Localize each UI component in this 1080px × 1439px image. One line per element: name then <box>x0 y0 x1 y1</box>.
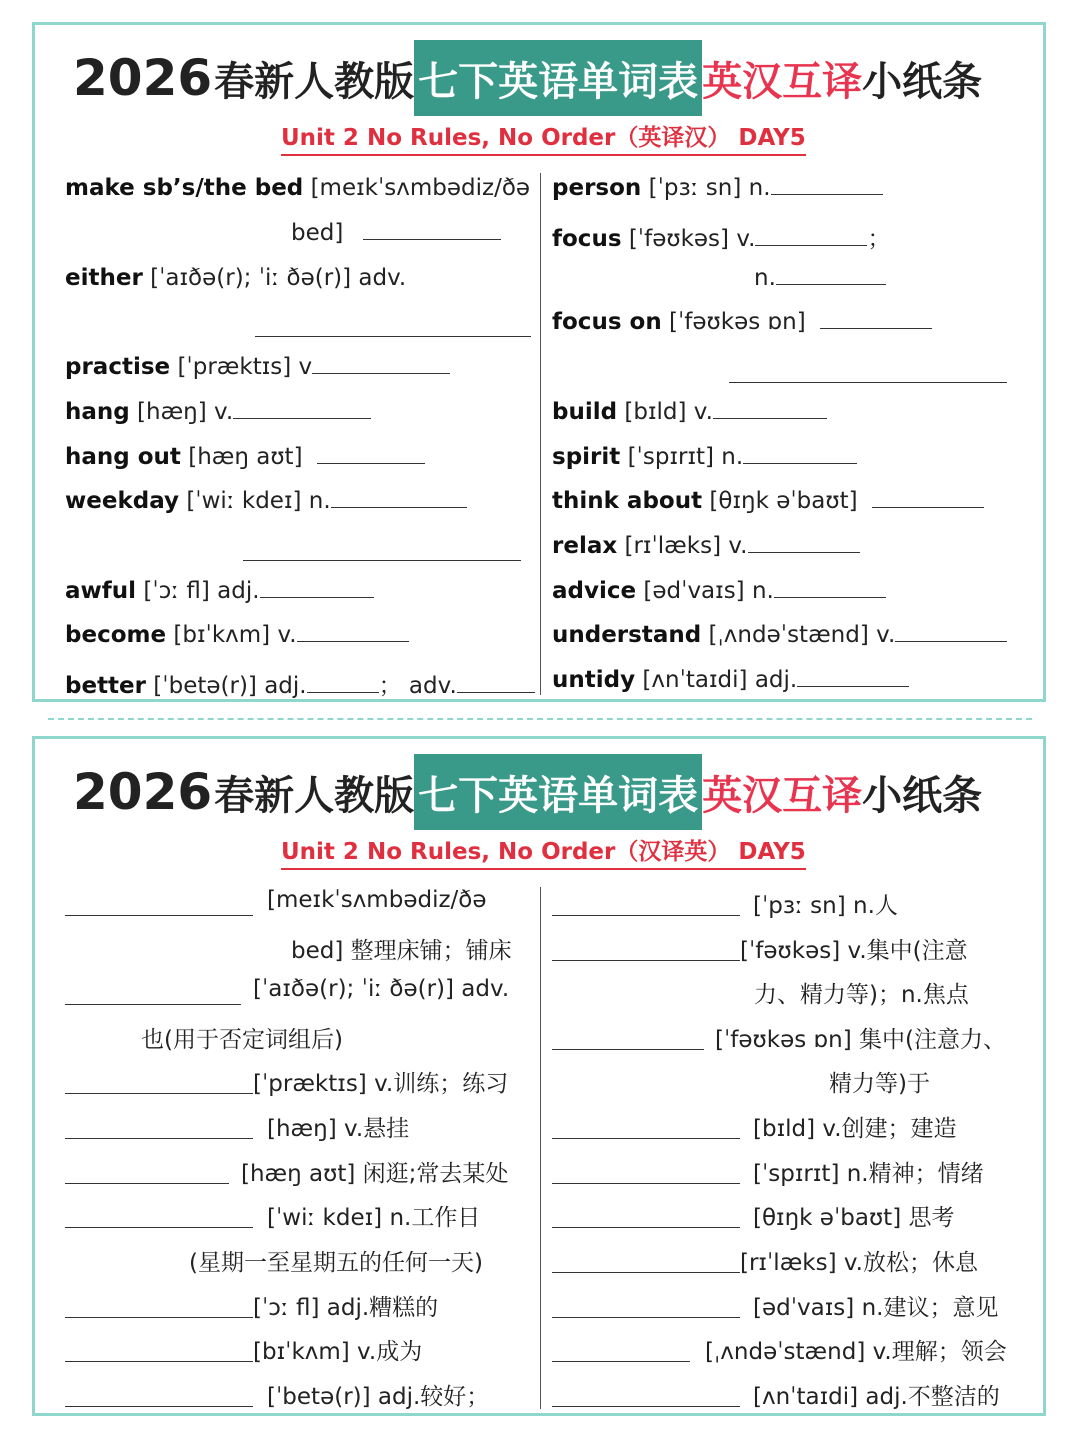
title-highlight: 七下英语单词表 <box>414 40 702 116</box>
vocab-row: [θɪŋk əˈbaʊt] 思考 <box>753 1205 955 1231</box>
cut-line <box>48 718 1032 720</box>
answer-blank[interactable] <box>552 1226 740 1228</box>
title-year: 2026 <box>73 763 213 821</box>
answer-blank[interactable] <box>65 1405 253 1407</box>
vocab-word: spirit <box>552 444 621 470</box>
card-subtitle: Unit 2 No Rules, No Order（英译汉） DAY5 <box>281 119 806 156</box>
vocab-word: practise <box>65 354 171 380</box>
vocab-row <box>552 309 932 335</box>
answer-blank[interactable] <box>363 221 501 240</box>
vocab-row: [ədˈvaɪs] n.建议；意见 <box>753 1295 999 1321</box>
answer-blank[interactable] <box>776 266 886 285</box>
vocab-row <box>65 444 425 470</box>
answer-blank[interactable] <box>65 1226 253 1228</box>
vocab-row: 力、精力等)；n.焦点 <box>754 982 969 1008</box>
title-year: 2026 <box>73 49 213 107</box>
vocab-phonetic: [ʌnˈtaɪdi] adj. <box>635 667 798 693</box>
vocab-row: 也(用于否定词组后) <box>141 1027 343 1053</box>
vocab-word: hang out <box>65 444 181 470</box>
vocab-row <box>65 622 409 648</box>
vocab-row: [ˈfəʊkəs ɒn] 集中(注意力、 <box>715 1027 1006 1053</box>
title-red: 英汉互译 <box>702 58 863 105</box>
card-title <box>73 43 982 113</box>
vocab-row: [ˈpɜː sn] n.人 <box>753 893 898 919</box>
answer-blank[interactable] <box>65 1092 253 1094</box>
answer-blank[interactable] <box>331 489 467 508</box>
vocab-row <box>552 488 984 514</box>
vocab-phonetic: [meɪkˈsʌmbədiz/ðə <box>303 175 531 201</box>
answer-blank[interactable] <box>755 227 867 246</box>
vocab-row <box>552 220 890 253</box>
vocab-row: 精力等)于 <box>829 1071 930 1097</box>
answer-blank[interactable] <box>65 914 253 916</box>
answer-blank[interactable] <box>552 1316 740 1318</box>
vocab-word: focus <box>552 226 622 252</box>
chinese-to-english-card <box>32 736 1046 1416</box>
answer-blank[interactable] <box>872 489 984 508</box>
vocab-word: either <box>65 265 143 291</box>
vocab-row <box>552 399 827 425</box>
vocab-row: [ˈpræktɪs] v.训练；练习 <box>253 1071 509 1097</box>
vocab-row <box>552 444 857 470</box>
answer-blank[interactable] <box>307 674 379 693</box>
title-part-a: 春新人教版 <box>214 772 415 819</box>
vocab-phonetic: [bɪld] v. <box>617 399 713 425</box>
vocab-row <box>291 220 501 246</box>
answer-blank[interactable] <box>552 959 740 961</box>
vocab-row <box>552 578 886 604</box>
vocab-phonetic: [ədˈvaɪs] n. <box>636 578 774 604</box>
vocab-row <box>552 622 1007 648</box>
answer-blank[interactable] <box>65 1182 229 1184</box>
vocab-row: [bɪld] v.创建；建造 <box>753 1116 957 1142</box>
vocab-row: [ˈfəʊkəs] v.集中(注意 <box>740 938 968 964</box>
card-subtitle: Unit 2 No Rules, No Order（汉译英） DAY5 <box>281 833 806 870</box>
answer-blank[interactable] <box>552 914 740 916</box>
vocab-row: [ˈspɪrɪt] n.精神；情绪 <box>753 1161 984 1187</box>
vocab-phonetic: n. <box>754 265 776 291</box>
answer-blank[interactable] <box>713 400 827 419</box>
column-divider <box>540 887 541 1409</box>
answer-blank[interactable] <box>65 1360 253 1362</box>
vocab-word: hang <box>65 399 130 425</box>
answer-blank[interactable] <box>771 176 883 195</box>
vocab-row <box>65 399 371 425</box>
vocab-row <box>552 667 909 693</box>
vocab-word: untidy <box>552 667 636 693</box>
vocab-row <box>65 578 374 604</box>
vocab-phonetic: [ˈfəʊkəs] v. <box>621 226 756 252</box>
vocab-row <box>65 667 535 700</box>
vocab-word: become <box>65 622 167 648</box>
title-part-d: 小纸条 <box>862 58 983 105</box>
column-divider <box>540 173 541 695</box>
vocab-phonetic: [ˈfəʊkəs ɒn] <box>661 309 806 335</box>
vocab-word: make sb’s/the bed <box>65 175 304 201</box>
vocab-row <box>65 488 467 514</box>
vocab-phonetic: [θɪŋk əˈbaʊt] <box>702 488 858 514</box>
vocab-phonetic: [ˈwiː kdeɪ] n. <box>179 488 331 514</box>
vocab-word: understand <box>552 622 702 648</box>
vocab-word: relax <box>552 533 618 559</box>
vocab-phonetic: [ˈpɜː sn] n. <box>641 175 771 201</box>
vocab-phonetic: [ˈspɪrɪt] n. <box>620 444 744 470</box>
vocab-word: weekday <box>65 488 180 514</box>
answer-blank[interactable] <box>743 445 857 464</box>
vocab-row: [hæŋ] v.悬挂 <box>267 1116 410 1142</box>
answer-blank[interactable] <box>457 674 535 693</box>
card-title <box>73 757 982 827</box>
answer-blank[interactable] <box>65 1316 253 1318</box>
answer-blank[interactable] <box>797 668 909 687</box>
title-part-d: 小纸条 <box>862 772 983 819</box>
vocab-word: think about <box>552 488 703 514</box>
vocab-row: [ˈaɪðə(r); ˈiː ðə(r)] adv. <box>253 976 510 1002</box>
answer-blank[interactable] <box>552 1137 740 1139</box>
vocab-phonetic: [rɪˈlæks] v. <box>617 533 748 559</box>
answer-blank[interactable] <box>552 1271 740 1273</box>
vocab-row: [ʌnˈtaɪdi] adj.不整洁的 <box>753 1384 1000 1410</box>
answer-blank[interactable] <box>255 335 531 337</box>
vocab-phonetic: [hæŋ aʊt] <box>180 444 303 470</box>
answer-blank[interactable] <box>729 381 1007 383</box>
vocab-row <box>65 265 406 291</box>
vocab-row <box>552 175 883 201</box>
vocab-phonetic-tail: ； <box>867 226 891 252</box>
answer-blank[interactable] <box>552 1360 690 1362</box>
vocab-word: build <box>552 399 618 425</box>
vocab-phonetic: bed] <box>291 220 344 246</box>
answer-blank[interactable] <box>552 1048 704 1050</box>
vocab-phonetic: [ˈbetə(r)] adj. <box>146 673 307 699</box>
vocab-word: focus on <box>552 309 662 335</box>
vocab-row: [rɪˈlæks] v.放松；休息 <box>740 1250 978 1276</box>
vocab-phonetic: [ˈpræktɪs] v <box>170 354 313 380</box>
title-red: 英汉互译 <box>702 772 863 819</box>
vocab-row: [ˈbetə(r)] adj.较好； <box>267 1384 490 1410</box>
answer-blank[interactable] <box>65 1003 241 1005</box>
vocab-row: [meɪkˈsʌmbədiz/ðə <box>267 887 487 913</box>
title-part-a: 春新人教版 <box>214 58 415 105</box>
vocab-row: [hæŋ aʊt] 闲逛;常去某处 <box>241 1161 509 1187</box>
vocab-row <box>754 265 886 291</box>
answer-blank[interactable] <box>233 400 371 419</box>
answer-blank[interactable] <box>774 579 886 598</box>
vocab-row: [ˈwiː kdeɪ] n.工作日 <box>267 1205 481 1231</box>
vocab-phonetic: [bɪˈkʌm] v. <box>166 622 297 648</box>
title-highlight: 七下英语单词表 <box>414 754 702 830</box>
vocab-row <box>65 175 530 201</box>
answer-blank[interactable] <box>297 623 409 642</box>
vocab-row: [ˈɔː fl] adj.糟糕的 <box>253 1295 439 1321</box>
vocab-row: [bɪˈkʌm] v.成为 <box>253 1339 423 1365</box>
vocab-phonetic: [ˈɔː fl] adj. <box>136 578 260 604</box>
vocab-row: [ˌʌndəˈstænd] v.理解；领会 <box>705 1339 1007 1365</box>
vocab-row: bed] 整理床铺；铺床 <box>291 938 512 964</box>
answer-blank[interactable] <box>260 579 374 598</box>
vocab-phonetic: [ˈaɪðə(r); ˈiː ðə(r)] adv. <box>142 265 407 291</box>
vocab-phonetic-tail: ； adv. <box>378 673 457 699</box>
answer-blank[interactable] <box>552 1182 740 1184</box>
answer-blank[interactable] <box>748 534 860 553</box>
answer-blank[interactable] <box>312 355 450 374</box>
english-to-chinese-card <box>32 22 1046 702</box>
vocab-word: awful <box>65 578 137 604</box>
vocab-word: person <box>552 175 642 201</box>
vocab-row <box>65 354 450 380</box>
vocab-phonetic: [hæŋ] v. <box>129 399 234 425</box>
vocab-row <box>552 533 860 559</box>
vocab-row: (星期一至星期五的任何一天) <box>189 1250 483 1276</box>
answer-blank[interactable] <box>317 445 425 464</box>
vocab-word: advice <box>552 578 637 604</box>
answer-blank[interactable] <box>895 623 1007 642</box>
answer-blank[interactable] <box>65 1137 253 1139</box>
answer-blank[interactable] <box>552 1405 740 1407</box>
vocab-word: better <box>65 673 146 699</box>
answer-blank[interactable] <box>820 310 932 329</box>
vocab-phonetic: [ˌʌndəˈstænd] v. <box>701 622 896 648</box>
answer-blank[interactable] <box>243 559 521 561</box>
